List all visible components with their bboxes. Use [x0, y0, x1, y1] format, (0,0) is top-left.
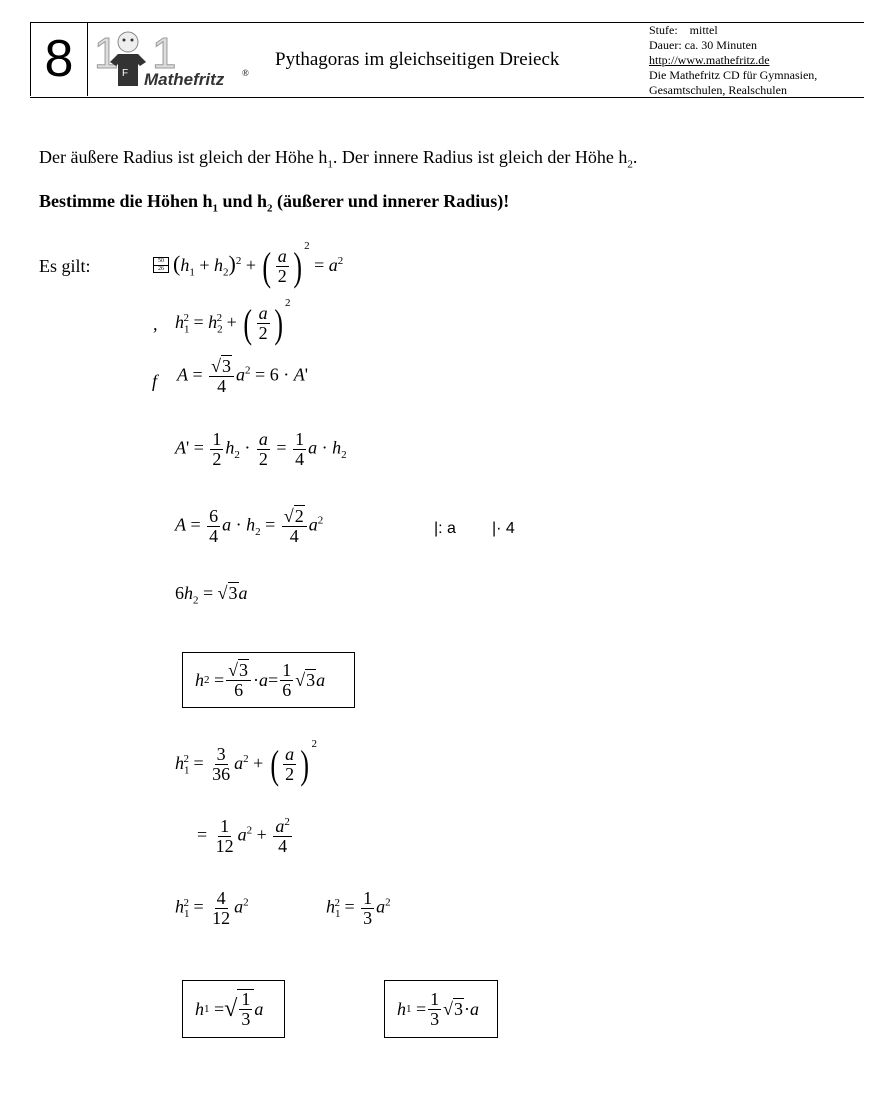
- equation-partial-area: A' = $\frac{1}{2}$ $h_2$ · $\frac{a}{2}$ = $\frac{1}{4}$ $a \cdot h_2$: [175, 429, 347, 469]
- intro-part-a: Der äußere Radius ist gleich der Höhe h: [39, 147, 328, 167]
- result-h1-box-b: h 1 = $\frac{1}{3}$ √ 3 · a: [384, 980, 498, 1038]
- info-url-link[interactable]: http://www.mathefritz.de: [649, 53, 770, 67]
- operation-multiply-4: |· 4: [492, 520, 515, 537]
- task-part-c: (äußerer und innerer Radius)!: [272, 191, 510, 211]
- logo-shirt-letter: F: [122, 68, 129, 79]
- equation-6h2: $6h_2 = √3a$: [175, 583, 248, 607]
- logo-registered-mark: ®: [242, 68, 249, 78]
- es-gilt-label: Es gilt:: [39, 256, 91, 276]
- equation-area: A = $\frac{√3}{4}$ $a^2 = 6 \cdot A'$: [177, 356, 308, 396]
- equation-h1-squared: $h_1^2 = h_2^2$ + ( $\frac{a}{2}$ ) $^2$: [175, 297, 291, 346]
- intro-text: [39, 147, 637, 171]
- equation-area-equality: A = $\frac{6}{4}$ $a \cdot h_2$ = $\frac{√2}{4}$ $a^2$: [175, 506, 324, 546]
- info-block: [649, 23, 817, 98]
- task-sub-2: 2: [267, 202, 273, 215]
- mathefritz-logo: [92, 24, 262, 94]
- svg-text:1: 1: [94, 29, 119, 78]
- result-h2-box: h 2 = $\frac{√3}{6}$ · a = $\frac{1}{6}$ √ 3 a: [182, 652, 355, 708]
- result-h1-box-a: h 1 = √ $\frac{1}{3}$ a: [182, 980, 285, 1038]
- info-level: Stufe: mittel: [649, 23, 718, 37]
- number-box: [30, 22, 88, 96]
- intro-part-c: .: [632, 147, 638, 167]
- equation-simplify: = $\frac{1}{12}$ $a^2$ + $\frac{a^2}{4}$: [197, 816, 290, 856]
- task-part-b: und h: [218, 191, 268, 211]
- pythagoras-marker-icon: 50 26: [153, 257, 169, 273]
- marker-f: f: [152, 371, 158, 391]
- task-text: [39, 191, 509, 215]
- equation-pythagoras-outer: $(h_1 + h_2)^2$ + ( $\frac{a}{2}$ ) $^2 = a^2$: [173, 240, 344, 289]
- equation-h1-squared-sub: $h_1^2$ = $\frac{3}{36}$ $a^2$ + ( $\frac{a}{2}$ ) $^2$: [175, 738, 317, 787]
- equation-h1-4-12: $h_1^2$ = $\frac{4}{12}$ $a^2$: [175, 888, 249, 928]
- info-schools: Gesamtschulen, Realschulen: [649, 83, 787, 97]
- logo-wordmark: Mathefritz: [144, 70, 225, 89]
- intro-part-b: . Der innere Radius ist gleich der Höhe h: [332, 147, 628, 167]
- info-cd: Die Mathefritz CD für Gymnasien,: [649, 68, 818, 82]
- svg-text:1: 1: [152, 29, 177, 78]
- task-sub-1: 1: [212, 202, 218, 215]
- intro-sub-1: 1: [327, 158, 333, 171]
- info-duration: Dauer: ca. 30 Minuten: [649, 38, 757, 52]
- operation-divide-a: |: a: [434, 520, 456, 537]
- equation-h1-1-3: $h_1^2$ = $\frac{1}{3}$ $a^2$: [326, 888, 391, 928]
- task-part-a: Bestimme die Höhen h: [39, 191, 213, 211]
- worksheet-number: 8: [44, 30, 74, 88]
- marker-comma: ,: [153, 314, 158, 334]
- intro-sub-2: 2: [627, 158, 633, 171]
- page-title: Pythagoras im gleichseitigen Dreieck: [275, 49, 560, 70]
